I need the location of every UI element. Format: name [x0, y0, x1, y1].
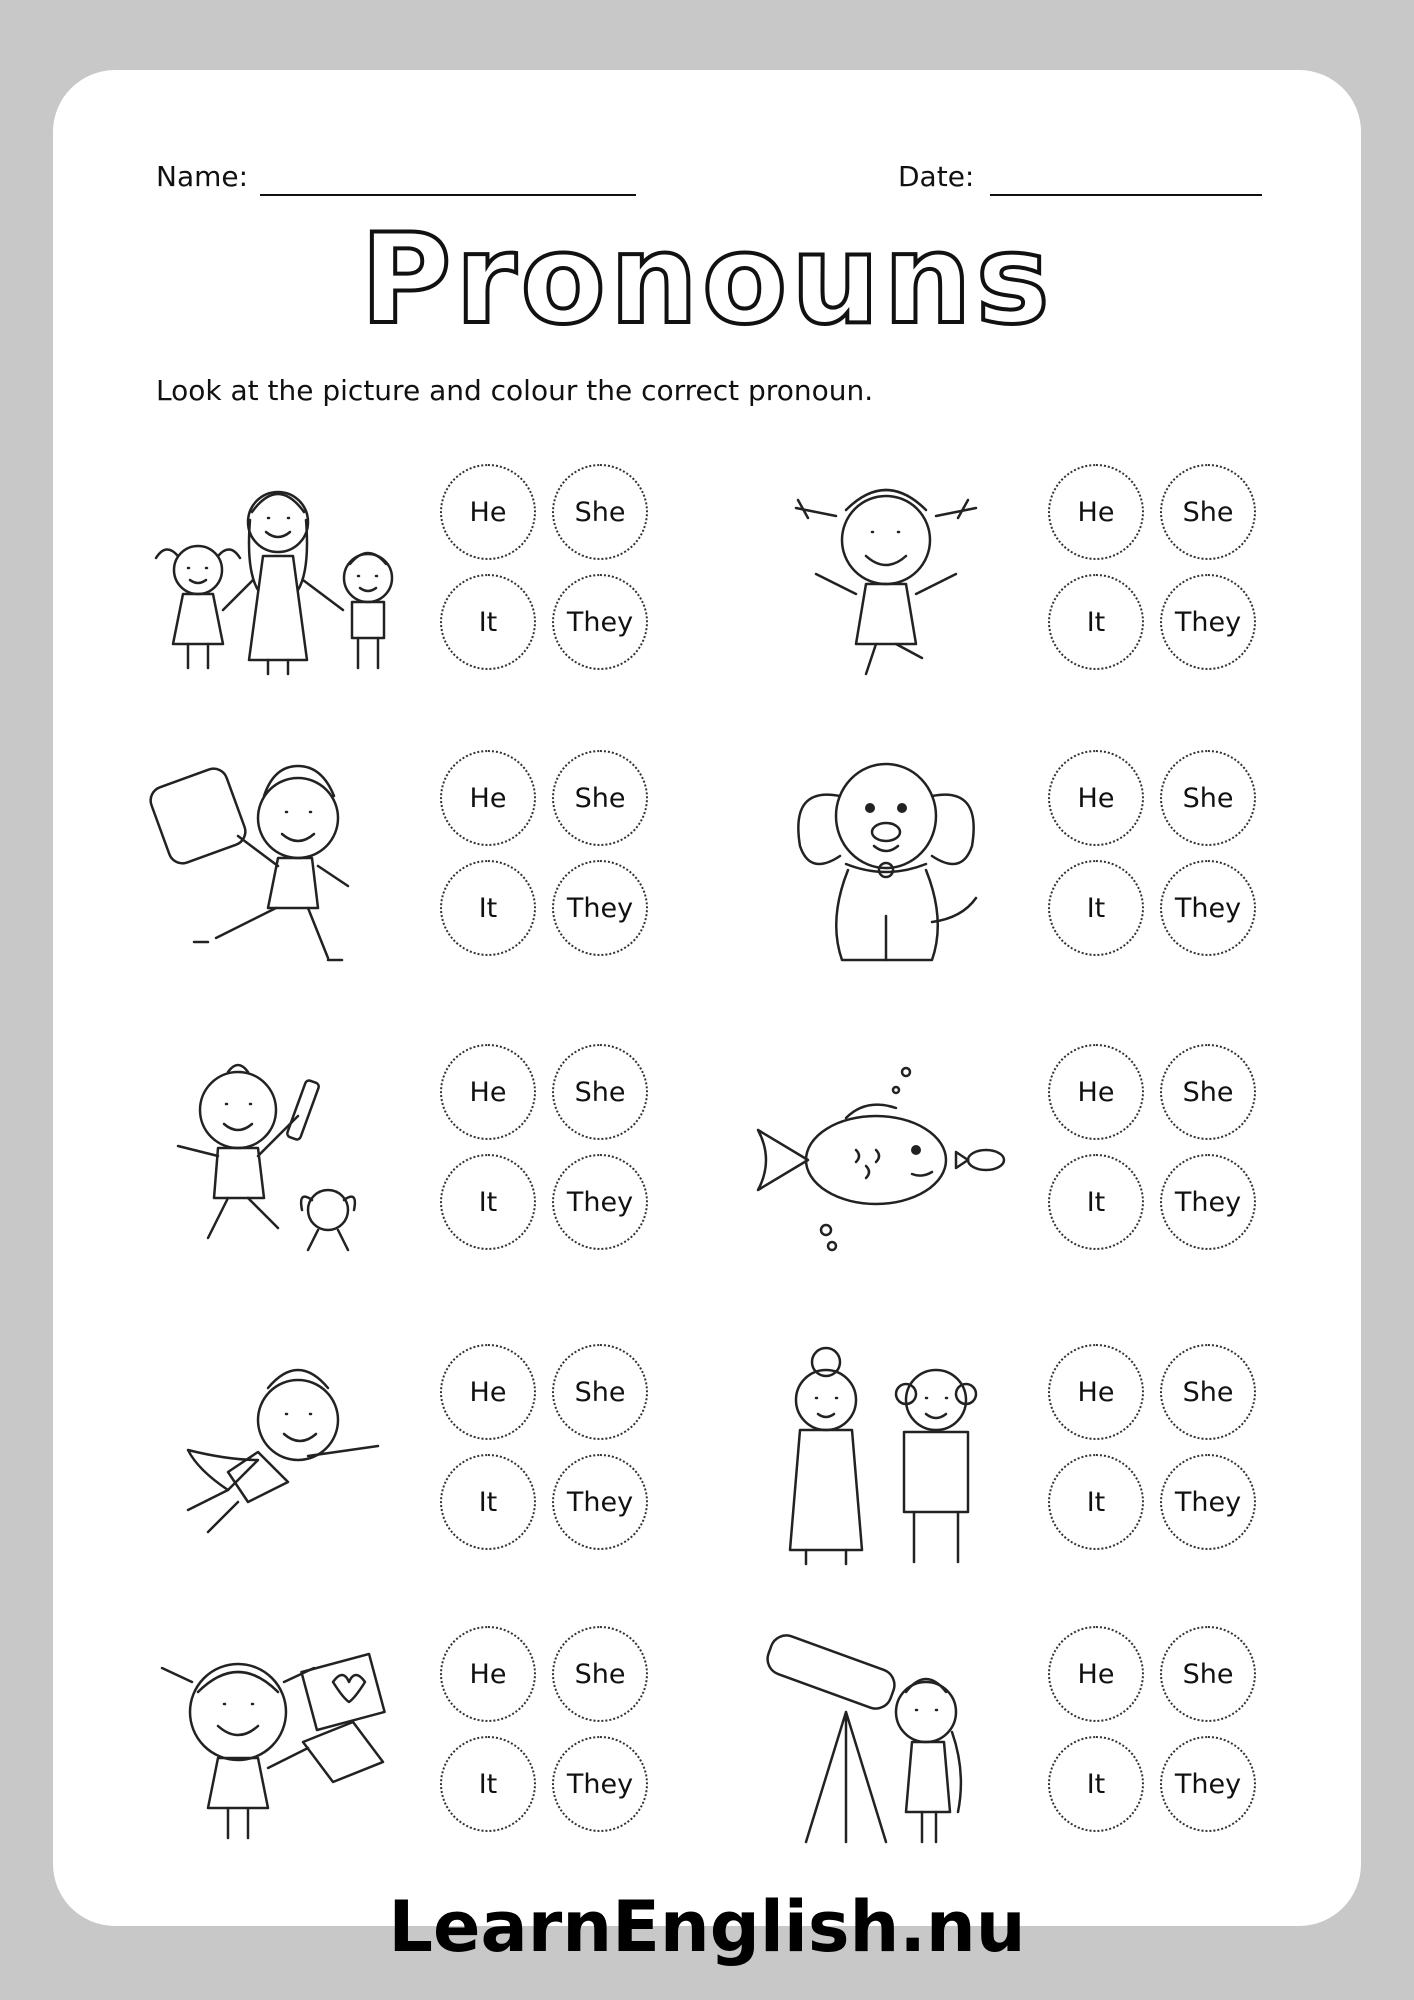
pronoun-option-they[interactable]: They	[1160, 1736, 1256, 1832]
pronoun-option-they[interactable]: They	[552, 860, 648, 956]
pronoun-option-he[interactable]: He	[440, 1626, 536, 1722]
instruction-text: Look at the picture and colour the correct pronoun.	[156, 374, 874, 407]
pronoun-option-it[interactable]: It	[1048, 1454, 1144, 1550]
pronoun-option-he[interactable]: He	[1048, 1626, 1144, 1722]
exercise-item	[736, 1340, 1356, 1570]
pronoun-option-they[interactable]: They	[1160, 1154, 1256, 1250]
footer-brand: LearnEnglish.nu	[388, 1886, 1026, 1968]
pronoun-option-she[interactable]: She	[552, 750, 648, 846]
pronoun-option-they[interactable]: They	[1160, 1454, 1256, 1550]
girl-with-telescope-icon	[736, 1622, 1026, 1852]
pronoun-option-it[interactable]: It	[1048, 1154, 1144, 1250]
pronoun-option-they[interactable]: They	[552, 1736, 648, 1832]
pronoun-option-he[interactable]: He	[1048, 1344, 1144, 1440]
exercise-item	[128, 1040, 748, 1270]
pronoun-option-they[interactable]: They	[552, 1154, 648, 1250]
grandparents-icon	[736, 1340, 1026, 1570]
pronoun-option-it[interactable]: It	[440, 860, 536, 956]
page-title: Pronouns	[360, 208, 1054, 352]
pronoun-option-she[interactable]: She	[1160, 1044, 1256, 1140]
pronoun-option-she[interactable]: She	[1160, 1626, 1256, 1722]
pronoun-option-he[interactable]: He	[1048, 750, 1144, 846]
fish-icon	[736, 1040, 1026, 1270]
pronoun-option-it[interactable]: It	[440, 1736, 536, 1832]
exercise-item	[128, 1622, 748, 1852]
pronoun-option-it[interactable]: It	[1048, 860, 1144, 956]
dog-icon	[736, 746, 1026, 976]
pronoun-option-he[interactable]: He	[1048, 464, 1144, 560]
date-label: Date:	[898, 160, 975, 193]
pronoun-option-he[interactable]: He	[1048, 1044, 1144, 1140]
pronoun-option-he[interactable]: He	[440, 1344, 536, 1440]
pronoun-option-it[interactable]: It	[440, 574, 536, 670]
exercise-item	[736, 1622, 1356, 1852]
pronoun-option-she[interactable]: She	[1160, 750, 1256, 846]
family-icon	[128, 460, 418, 690]
pronoun-option-she[interactable]: She	[552, 464, 648, 560]
pronoun-option-they[interactable]: They	[1160, 860, 1256, 956]
pronoun-option-she[interactable]: She	[552, 1626, 648, 1722]
pronoun-option-it[interactable]: It	[1048, 574, 1144, 670]
pronoun-option-he[interactable]: He	[440, 750, 536, 846]
pronoun-option-they[interactable]: They	[1160, 574, 1256, 670]
pronoun-option-she[interactable]: She	[1160, 464, 1256, 560]
boy-with-puppy-icon	[128, 1040, 418, 1270]
boy-with-backpack-icon	[128, 746, 418, 976]
exercise-item	[128, 746, 748, 976]
name-field[interactable]	[260, 194, 636, 196]
pronoun-option-she[interactable]: She	[552, 1344, 648, 1440]
exercise-item	[128, 460, 748, 690]
flying-boy-icon	[128, 1340, 418, 1570]
pronoun-option-they[interactable]: They	[552, 1454, 648, 1550]
exercise-item	[736, 746, 1356, 976]
date-field[interactable]	[990, 194, 1262, 196]
exercise-item	[736, 1040, 1356, 1270]
pronoun-option-she[interactable]: She	[1160, 1344, 1256, 1440]
exercise-item	[736, 460, 1356, 690]
girl-with-letter-icon	[128, 1622, 418, 1852]
pronoun-option-he[interactable]: He	[440, 464, 536, 560]
exercise-item	[128, 1340, 748, 1570]
girl-jumping-icon	[736, 460, 1026, 690]
pronoun-option-they[interactable]: They	[552, 574, 648, 670]
name-label: Name:	[156, 160, 249, 193]
pronoun-option-it[interactable]: It	[440, 1454, 536, 1550]
pronoun-option-she[interactable]: She	[552, 1044, 648, 1140]
pronoun-option-he[interactable]: He	[440, 1044, 536, 1140]
pronoun-option-it[interactable]: It	[1048, 1736, 1144, 1832]
pronoun-option-it[interactable]: It	[440, 1154, 536, 1250]
